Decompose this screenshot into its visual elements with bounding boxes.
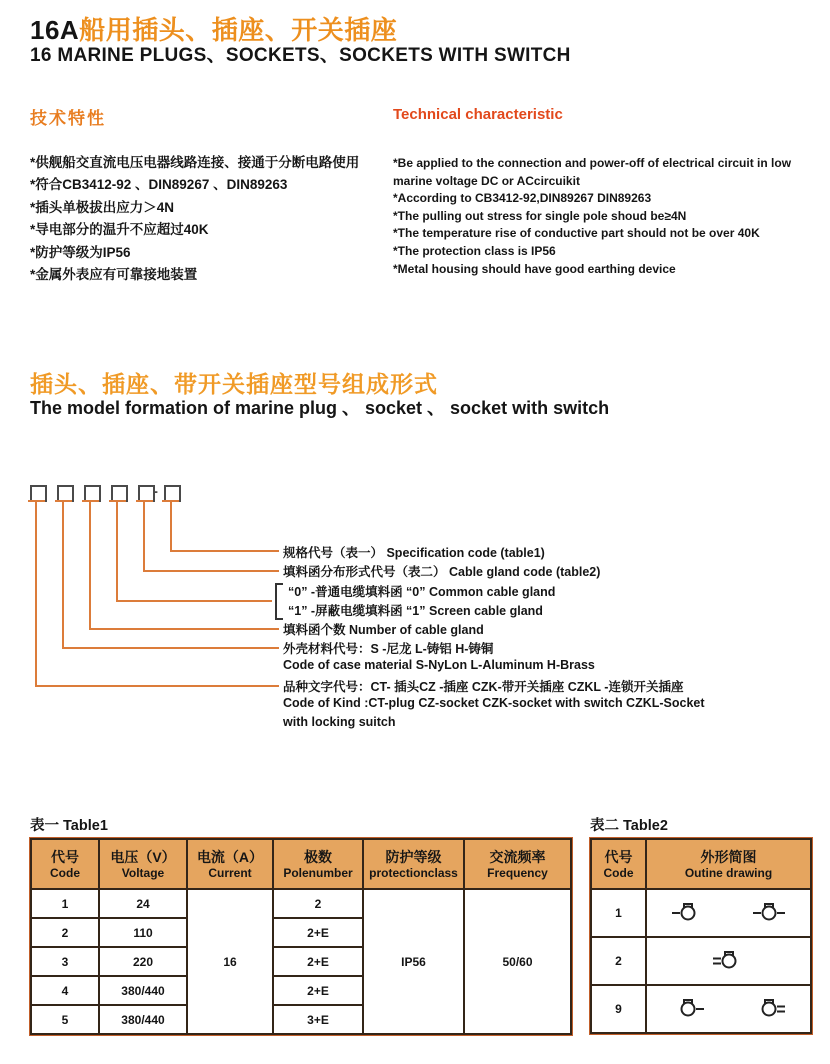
table1-header-row bbox=[31, 839, 571, 889]
code-cell: 9 bbox=[591, 985, 646, 1033]
voltage-cell: 24 bbox=[99, 889, 187, 918]
leader-line-box4 bbox=[116, 600, 272, 602]
tech-item-en: *The pulling out stress for single pole shoud be≥4N bbox=[393, 208, 687, 223]
pole-cell: 2+E bbox=[273, 976, 363, 1005]
frequency-cell: 50/60 bbox=[464, 889, 571, 1034]
tech-list-chinese bbox=[30, 152, 390, 286]
tech-item-cn: *金属外表应有可靠接地装置 bbox=[30, 267, 198, 283]
page-title-english: 16 MARINE PLUGS、SOCKETS、SOCKETS WITH SWITCH bbox=[30, 45, 571, 66]
header-cn: 代号 bbox=[604, 848, 633, 865]
table1 bbox=[30, 838, 572, 1035]
leader-line-box1 bbox=[35, 685, 279, 687]
tech-item-en: *The protection class is IP56 bbox=[393, 243, 556, 258]
leader-line-box5 bbox=[143, 502, 145, 572]
header-en: Current bbox=[208, 865, 252, 880]
model-desc-kind-code-en2: with locking suitch bbox=[283, 715, 396, 729]
leader-line-box4 bbox=[116, 502, 118, 602]
model-section-title-chinese: 插头、插座、带开关插座型号组成形式 bbox=[30, 371, 438, 397]
table1-header-current bbox=[187, 839, 273, 889]
header-en: Polenumber bbox=[283, 865, 353, 880]
code-cell: 3 bbox=[31, 947, 99, 976]
gland-line-left-icon bbox=[669, 900, 707, 922]
model-desc-gland-number: 填料函个数 Number of cable gland bbox=[283, 623, 484, 637]
header-en: Outine drawing bbox=[684, 865, 773, 880]
current-cell: 16 bbox=[187, 889, 273, 1034]
voltage-cell: 380/440 bbox=[99, 976, 187, 1005]
tech-item-en: *Metal housing should have good earthing device bbox=[393, 261, 676, 276]
table2-header-outline bbox=[646, 839, 811, 889]
model-desc-kind-code-cn: 品种文字代号：CT- 插头CZ -插座 CZK-带开关插座 CZKL -连锁开关插座 bbox=[283, 680, 684, 694]
tech-heading-english: Technical characteristic bbox=[393, 106, 563, 123]
gland-double-line-left-icon bbox=[710, 948, 748, 970]
header-cn: 防护等级 bbox=[385, 848, 442, 865]
model-code-separator: - bbox=[153, 483, 158, 500]
code-cell: 5 bbox=[31, 1005, 99, 1034]
header-en: Frequency bbox=[487, 865, 548, 880]
header-cn: 交流频率 bbox=[489, 848, 546, 865]
outline-drawing-cell bbox=[646, 937, 811, 985]
header-cn: 电压（V） bbox=[110, 848, 176, 865]
code-cell: 4 bbox=[31, 976, 99, 1005]
header-cn: 电流（A） bbox=[196, 848, 264, 865]
code-cell: 1 bbox=[31, 889, 99, 918]
header-en: Voltage bbox=[121, 865, 165, 880]
code-cell: 1 bbox=[591, 889, 646, 937]
model-desc-case-material-cn: 外壳材料代号：S -尼龙 L-铸铝 H-铸铜 bbox=[283, 642, 494, 656]
table1-header-frequency bbox=[464, 839, 571, 889]
model-desc-cable-gland-code: 填料函分布形式代号（表二） Cable gland code (table2) bbox=[283, 565, 601, 579]
option-bracket bbox=[275, 583, 283, 620]
tech-item-cn: *插头单极拔出应力＞4N bbox=[30, 199, 175, 215]
leader-line-box3 bbox=[89, 628, 279, 630]
code-cell: 2 bbox=[31, 918, 99, 947]
table2-header-code bbox=[591, 839, 646, 889]
model-section-title-english: The model formation of marine plug 、 socket 、 socket with switch bbox=[30, 398, 610, 418]
table1-header-protection bbox=[363, 839, 464, 889]
header-en: Code bbox=[50, 865, 80, 880]
page-title-chinese: 船用插头、插座、开关插座 bbox=[79, 15, 398, 45]
code-cell: 2 bbox=[591, 937, 646, 985]
header-cn: 外形简图 bbox=[700, 848, 757, 865]
header-cn: 代号 bbox=[51, 848, 79, 865]
model-desc-screen-gland: “1” -屏蔽电缆填料函 “1” Screen cable gland bbox=[288, 604, 543, 618]
table-row bbox=[31, 889, 571, 918]
table1-caption: 表一 Table1 bbox=[30, 818, 108, 834]
leader-line-box5 bbox=[143, 570, 279, 572]
pole-cell: 2 bbox=[273, 889, 363, 918]
table2-header-row bbox=[591, 839, 811, 889]
voltage-cell: 110 bbox=[99, 918, 187, 947]
table-row bbox=[591, 985, 811, 1033]
page-title-prefix: 16A bbox=[30, 15, 80, 45]
leader-line-box6 bbox=[170, 550, 279, 552]
tech-heading-chinese: 技术特性 bbox=[30, 109, 106, 128]
table1-header-voltage bbox=[99, 839, 187, 889]
tech-list-english bbox=[393, 155, 813, 278]
table-row bbox=[591, 937, 811, 985]
tech-item-en: *The temperature rise of conductive part should not be over 40K bbox=[393, 226, 760, 241]
table1-header-code bbox=[31, 839, 99, 889]
tech-item-en: *Be applied to the connection and power-off of electrical circuit in low marine voltage DC or ACcircuikit bbox=[393, 156, 792, 188]
header-en: protectionclass bbox=[369, 865, 458, 880]
outline-drawing-cell bbox=[646, 985, 811, 1033]
tech-item-cn: *导电部分的温升不应超过40K bbox=[30, 222, 209, 238]
tech-item-en: *According to CB3412-92,DIN89267 DIN89263 bbox=[393, 191, 652, 206]
voltage-cell: 220 bbox=[99, 947, 187, 976]
header-en: Code bbox=[603, 865, 634, 880]
table2 bbox=[590, 838, 812, 1034]
leader-line-box3 bbox=[89, 502, 91, 630]
leader-line-box2 bbox=[62, 502, 64, 649]
model-desc-common-gland: “0” -普通电缆填料函 “0” Common cable gland bbox=[288, 585, 556, 599]
table2-caption: 表二 Table2 bbox=[590, 818, 668, 834]
pole-cell: 2+E bbox=[273, 918, 363, 947]
table1-header-polenumber bbox=[273, 839, 363, 889]
leader-line-box2 bbox=[62, 647, 279, 649]
gland-line-right-icon bbox=[669, 996, 707, 1018]
tech-item-cn: *防护等级为IP56 bbox=[30, 244, 131, 260]
model-desc-case-material-en: Code of case material S-NyLon L-Aluminum H-Brass bbox=[283, 658, 595, 672]
tech-item-cn: *供舰船交直流电压电器线路连接、接通于分断电路使用 bbox=[30, 155, 360, 170]
model-desc-kind-code-en: Code of Kind :CT-plug CZ-socket CZK-socket with switch CZKL-Socket bbox=[283, 696, 705, 710]
protection-cell: IP56 bbox=[363, 889, 464, 1034]
pole-cell: 2+E bbox=[273, 947, 363, 976]
pole-cell: 3+E bbox=[273, 1005, 363, 1034]
gland-double-line-right-icon bbox=[750, 996, 788, 1018]
gland-line-both-sides-icon bbox=[750, 900, 788, 922]
tech-item-cn: *符合CB3412-92 、DIN89267 、DIN89263 bbox=[30, 177, 288, 193]
outline-drawing-cell bbox=[646, 889, 811, 937]
leader-line-box1 bbox=[35, 502, 37, 687]
model-desc-specification-code: 规格代号（表一） Specification code (table1) bbox=[283, 546, 545, 560]
voltage-cell: 380/440 bbox=[99, 1005, 187, 1034]
leader-line-box6 bbox=[170, 502, 172, 552]
header-cn: 极数 bbox=[304, 848, 332, 865]
table-row bbox=[591, 889, 811, 937]
